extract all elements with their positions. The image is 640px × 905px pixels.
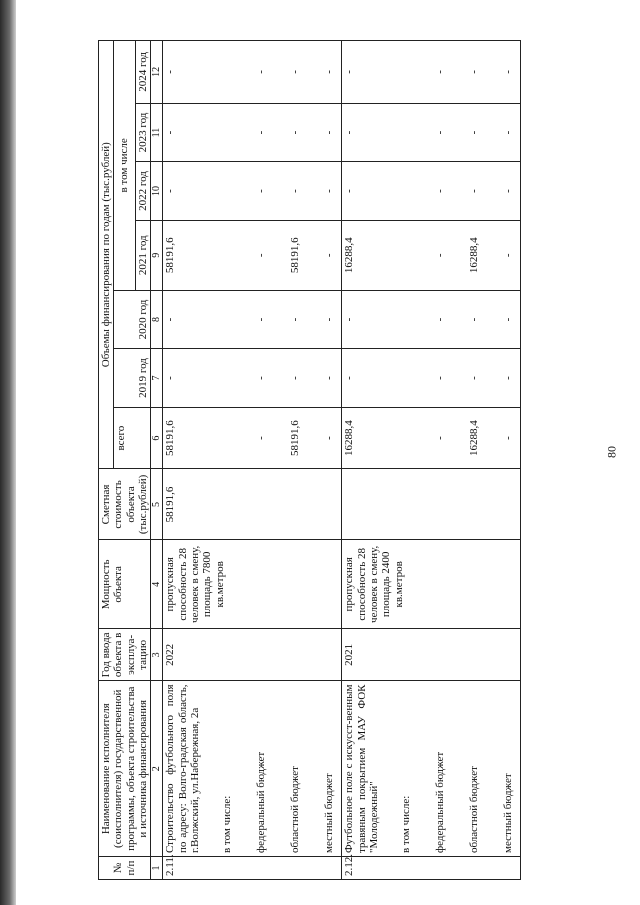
- object-name: Футбольное поле с искусст-венным травяным покрытием МАУ ФОК "Молодежный": [342, 681, 381, 857]
- table-row-object: [342, 41, 381, 880]
- source-label: местный бюджет: [307, 681, 342, 857]
- source-value: -: [307, 220, 342, 290]
- column-number: 12: [151, 41, 163, 104]
- column-number-row: [151, 41, 163, 880]
- column-number: 7: [151, 349, 163, 408]
- source-value: 16288,4: [452, 220, 486, 290]
- object-capacity: пропускная способность 28 человек в смену, площадь 7800 кв.метров: [163, 540, 342, 629]
- column-number: 11: [151, 103, 163, 162]
- column-number: 8: [151, 290, 163, 349]
- source-value: -: [307, 162, 342, 221]
- object-cost: 58191,6: [163, 469, 342, 540]
- source-value: 58191,6: [273, 220, 307, 290]
- header-capacity: Мощность объекта: [99, 540, 151, 629]
- source-value: 58191,6: [273, 407, 307, 469]
- table-row-source: [418, 41, 452, 880]
- header-including: в том числе: [114, 41, 136, 291]
- object-number: 2.11.: [163, 857, 342, 880]
- source-value: -: [452, 41, 486, 104]
- value-2020: -: [163, 290, 202, 349]
- source-value: -: [239, 407, 273, 469]
- source-value: -: [239, 162, 273, 221]
- header-2020: 2020 год: [114, 290, 151, 349]
- object-year: 2022: [163, 629, 342, 681]
- source-value: -: [486, 162, 521, 221]
- value-2019: -: [163, 349, 202, 408]
- object-number: 2.12.: [342, 857, 521, 880]
- header-no: № п/п: [99, 857, 151, 880]
- column-number: 10: [151, 162, 163, 221]
- source-value: -: [452, 349, 486, 408]
- column-number: 2: [151, 681, 163, 857]
- source-value: -: [418, 41, 452, 104]
- header-year: Год ввода объекта в эксплуа-тацию: [99, 629, 151, 681]
- header-cost: Сметная стоимость объекта (тыс.рублей): [99, 469, 151, 540]
- source-value: -: [239, 349, 273, 408]
- header-2021: 2021 год: [135, 220, 150, 290]
- source-value: -: [452, 103, 486, 162]
- source-value: -: [486, 103, 521, 162]
- table-row-including: [381, 41, 418, 880]
- source-value: -: [273, 162, 307, 221]
- value-total: 58191,6: [163, 407, 202, 469]
- table-row-source: [452, 41, 486, 880]
- value-2019: -: [342, 349, 381, 408]
- source-value: -: [452, 162, 486, 221]
- header-2023: 2023 год: [135, 103, 150, 162]
- page-number: 80: [604, 446, 619, 458]
- object-cost: [342, 469, 521, 540]
- header-total: всего: [114, 407, 151, 469]
- source-value: -: [486, 349, 521, 408]
- source-value: -: [239, 290, 273, 349]
- header-2024: 2024 год: [135, 41, 150, 104]
- header-name: Наименование исполнителя (соисполнителя) государственной программы, объекта строительства и источника финансирования: [99, 681, 151, 857]
- source-label: областной бюджет: [273, 681, 307, 857]
- source-value: -: [307, 407, 342, 469]
- source-value: -: [307, 349, 342, 408]
- header-2019: 2019 год: [114, 349, 151, 408]
- source-label: федеральный бюджет: [239, 681, 273, 857]
- funding-table: [98, 40, 521, 880]
- source-value: -: [452, 290, 486, 349]
- object-year: 2021: [342, 629, 521, 681]
- column-number: 6: [151, 407, 163, 469]
- source-label: федеральный бюджет: [418, 681, 452, 857]
- table-row-source: [273, 41, 307, 880]
- source-value: -: [239, 41, 273, 104]
- source-value: -: [273, 290, 307, 349]
- source-value: -: [418, 162, 452, 221]
- value-2020: -: [342, 290, 381, 349]
- value-2021: 58191,6: [163, 220, 202, 290]
- including-label: в том числе:: [381, 681, 418, 857]
- source-value: -: [418, 290, 452, 349]
- table-row-source: [307, 41, 342, 880]
- source-value: -: [273, 41, 307, 104]
- source-value: 16288,4: [452, 407, 486, 469]
- column-number: 1: [151, 857, 163, 880]
- value-total: 16288,4: [342, 407, 381, 469]
- source-value: -: [307, 103, 342, 162]
- source-value: -: [486, 220, 521, 290]
- column-number: 5: [151, 469, 163, 540]
- scan-edge: [0, 0, 16, 905]
- source-label: местный бюджет: [486, 681, 521, 857]
- table-row-object: [163, 41, 202, 880]
- source-value: -: [273, 349, 307, 408]
- source-value: -: [418, 103, 452, 162]
- table-row-source: [239, 41, 273, 880]
- source-value: -: [418, 220, 452, 290]
- source-label: областной бюджет: [452, 681, 486, 857]
- source-value: -: [307, 290, 342, 349]
- source-value: -: [486, 407, 521, 469]
- source-value: -: [239, 103, 273, 162]
- value-2022: -: [342, 162, 381, 221]
- including-label: в том числе:: [202, 681, 239, 857]
- source-value: -: [307, 41, 342, 104]
- value-2021: 16288,4: [342, 220, 381, 290]
- rotated-table-container: [98, 40, 598, 880]
- source-value: -: [486, 290, 521, 349]
- header-2022: 2022 год: [135, 162, 150, 221]
- source-value: -: [273, 103, 307, 162]
- header-funding-group: Объемы финансирования по годам (тыс.рублей): [99, 41, 114, 469]
- column-number: 4: [151, 540, 163, 629]
- value-2023: -: [163, 103, 202, 162]
- source-value: -: [418, 407, 452, 469]
- source-value: -: [486, 41, 521, 104]
- source-value: -: [239, 220, 273, 290]
- source-value: -: [418, 349, 452, 408]
- table-row-including: [202, 41, 239, 880]
- object-name: Строительство футбольного поля по адресу: Волго-градская область, г.Волжский, ул.Набережная, 2а: [163, 681, 202, 857]
- value-2024: -: [163, 41, 202, 104]
- column-number: 9: [151, 220, 163, 290]
- value-2024: -: [342, 41, 381, 104]
- column-number: 3: [151, 629, 163, 681]
- value-2022: -: [163, 162, 202, 221]
- value-2023: -: [342, 103, 381, 162]
- object-capacity: пропускная способность 28 человек в смену, площадь 2400 кв.метров: [342, 540, 521, 629]
- table-row-source: [486, 41, 521, 880]
